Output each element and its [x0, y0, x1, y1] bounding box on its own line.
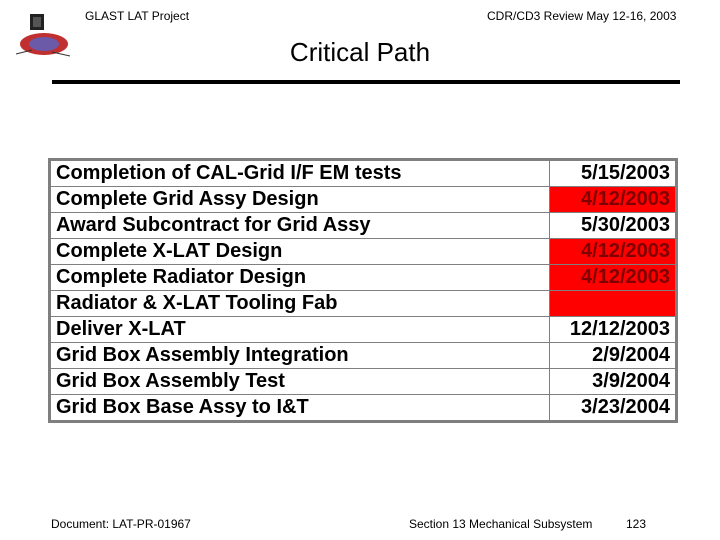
critical-path-table	[50, 160, 676, 421]
date-cell: 4/12/2003	[549, 187, 675, 213]
date-cell: 4/12/2003	[549, 265, 675, 291]
task-cell: Deliver X-LAT	[51, 317, 550, 343]
table-row	[51, 161, 676, 187]
project-name: GLAST LAT Project	[85, 9, 190, 23]
table-row	[51, 369, 676, 395]
task-cell: Complete Radiator Design	[51, 265, 550, 291]
task-cell: Grid Box Assembly Test	[51, 369, 550, 395]
date-cell: 5/15/2003	[549, 161, 675, 187]
date-cell: 12/12/2003	[549, 317, 675, 343]
table-row	[51, 343, 676, 369]
page-title: Critical Path	[289, 37, 431, 67]
task-cell: Completion of CAL-Grid I/F EM tests	[51, 161, 550, 187]
date-cell: 3/9/2004	[549, 369, 675, 395]
task-cell: Complete X-LAT Design	[51, 239, 550, 265]
table-row	[51, 239, 676, 265]
task-cell: Grid Box Base Assy to I&T	[51, 395, 550, 421]
task-cell: Complete Grid Assy Design	[51, 187, 550, 213]
table-row	[51, 187, 676, 213]
footer-page-number: 123	[626, 517, 647, 531]
date-cell	[549, 291, 675, 317]
date-cell: 5/30/2003	[549, 213, 675, 239]
footer-document: Document: LAT-PR-01967	[51, 517, 191, 531]
review-name: CDR/CD3 Review May 12-16, 2003	[487, 9, 677, 23]
title-divider	[52, 80, 680, 84]
task-cell: Radiator & X-LAT Tooling Fab	[51, 291, 550, 317]
date-cell: 4/12/2003	[549, 239, 675, 265]
task-cell: Award Subcontract for Grid Assy	[51, 213, 550, 239]
table-row	[51, 317, 676, 343]
table-row	[51, 291, 676, 317]
table-row	[51, 265, 676, 291]
task-cell: Grid Box Assembly Integration	[51, 343, 550, 369]
footer-section: Section 13 Mechanical Subsystem	[409, 517, 593, 531]
date-cell: 2/9/2004	[549, 343, 675, 369]
table-row	[51, 213, 676, 239]
date-cell: 3/23/2004	[549, 395, 675, 421]
table-row	[51, 395, 676, 421]
